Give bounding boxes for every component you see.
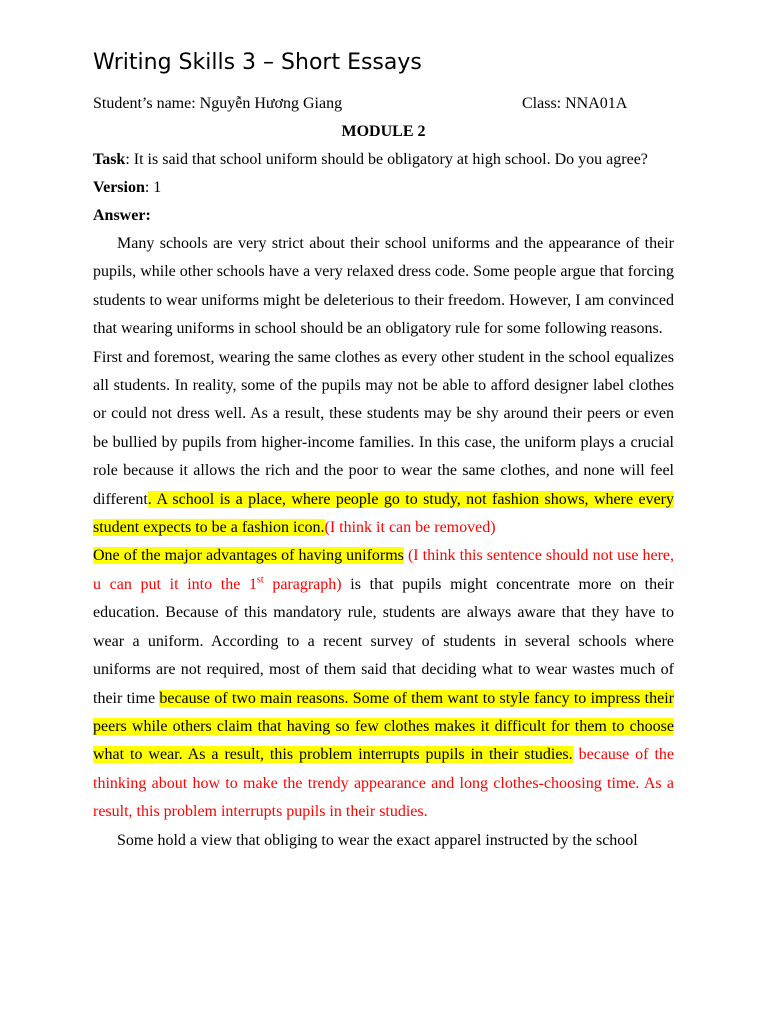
answer-label: Answer: [93, 207, 151, 224]
task-label: Task [93, 151, 126, 168]
class-info: Class: NNA01A [522, 95, 628, 112]
p2-comment: (I think it can be removed) [324, 519, 496, 537]
p3-comment-sup: st [256, 574, 264, 586]
module-heading: MODULE 2 [341, 123, 426, 140]
p3-highlight-start: One of the major advantages of having uniforms [93, 547, 404, 565]
p3-highlight: because of two main reasons. Some of them want to style fancy to impress their peers while others claim that having so few clothes makes it difficult for them to choose what to wear. As a result, this problem interrupts pupils in their studies. [93, 689, 674, 764]
p3-comment-b: paragraph) [263, 575, 342, 593]
task-text: : It is said that school uniform should be obligatory at high school. Do you agree? [125, 151, 648, 168]
intro-paragraph: Many schools are very strict about their school uniforms and the appearance of their pupils, while other schools have a very relaxed dress code. Some people argue that forcing students to wear uniforms might be deleterious to their freedom. However, I am convinced that wearing uniforms in school should be an obligatory rule for some following reasons. [93, 235, 674, 338]
paragraph-3 [93, 542, 674, 826]
version-text: : 1 [144, 179, 162, 196]
answer-label-line [93, 207, 674, 225]
p2-highlight: . A school is a place, where people go to study, not fashion shows, where every student expects to be a fashion icon. [93, 490, 674, 537]
paragraph-2 [93, 344, 674, 543]
version-label: Version [93, 179, 145, 196]
task-line [93, 151, 674, 169]
student-name: Student’s name: Nguyễn Hương Giang [93, 95, 343, 112]
p3-text: is that pupils might concentrate more on their education. Because of this mandatory rule, students are always aware that they have to wear a uniform. According to a recent survey of students in several schools where uniforms are not required, most of them said that deciding what to wear wastes much of their time [93, 575, 674, 707]
p3-comment-a: (I think this sentence should not use here, u can put it into the 1 [93, 547, 674, 593]
essay-body [93, 230, 674, 855]
student-info-row [93, 95, 674, 113]
page-title: Writing Skills 3 – Short Essays [93, 50, 422, 75]
paragraph-4: Some hold a view that obliging to wear the exact apparel instructed by the school [117, 831, 638, 849]
p2-text: First and foremost, wearing the same clothes as every other student in the school equalizes all students. In reality, some of the pupils may not be able to afford designer label clothes or could not dress well. As a result, these students may be shy around their peers or even be bullied by pupils from higher-income families. In this case, the uniform plays a crucial role because it allows the rich and the poor to wear the same clothes, and none will feel different [93, 348, 674, 508]
p3-comment-end: because of the thinking about how to make the trendy appearance and long clothes-choosing time. As a result, this problem interrupts pupils in their studies. [93, 746, 674, 821]
version-line [93, 179, 674, 197]
